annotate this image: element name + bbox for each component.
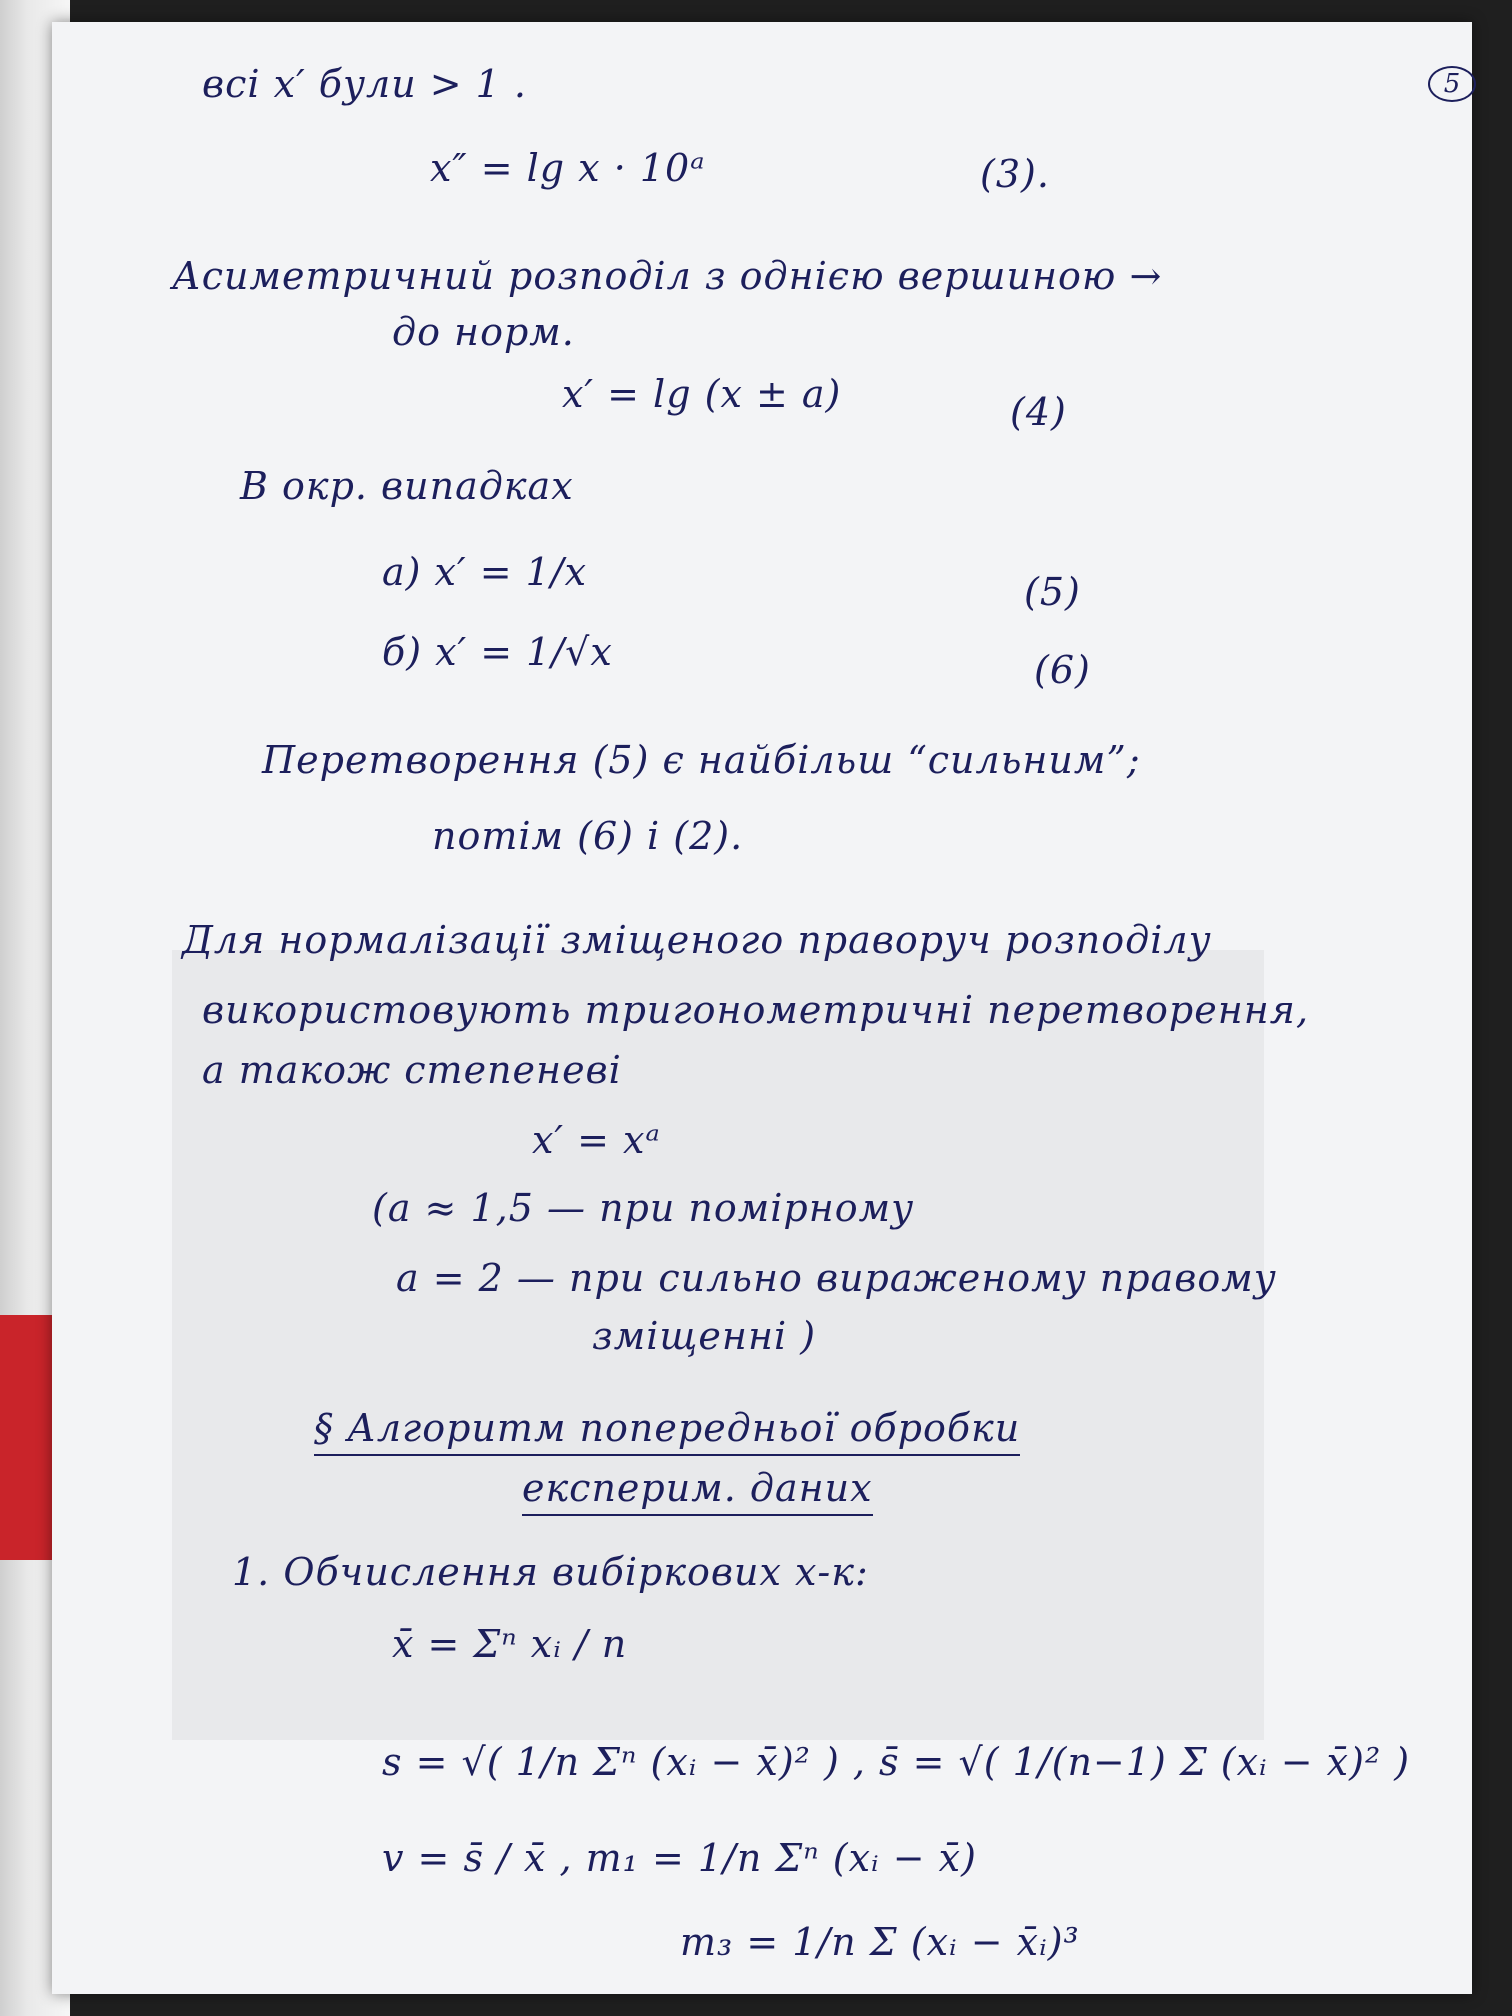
equation-number: (6) (1034, 648, 1091, 692)
section-heading: § Алгоритм попередньої обробки (314, 1408, 1020, 1448)
notebook-page (52, 22, 1472, 1994)
equation-number: (3). (980, 152, 1050, 196)
text-line: a = 2 — при сильно вираженому правому (396, 1256, 1277, 1300)
section-heading: експерим. даних (522, 1468, 873, 1508)
text-line: Для нормалізації зміщеного праворуч розподілу (182, 918, 1212, 962)
equation-number: (5) (1024, 570, 1081, 614)
equation-number: (4) (1010, 390, 1067, 434)
equation-6: б) x′ = 1/√x (382, 630, 613, 674)
text-line: до норм. (392, 310, 575, 354)
text-line: Перетворення (5) є найбільш “сильним”; (262, 738, 1141, 782)
text-line: всі x′ були > 1 . (202, 62, 528, 106)
formula-mean: x̄ = Σⁿ xᵢ / n (392, 1622, 628, 1666)
equation-3: x″ = lg x · 10ᵃ (430, 146, 706, 190)
text-line: використовують тригонометричні перетворення, (202, 988, 1310, 1032)
equation-5: а) x′ = 1/x (382, 550, 588, 594)
formula-std: s = √( 1/n Σⁿ (xᵢ − x̄)² ) , s̄ = √( 1/(n−1) Σ (xᵢ − x̄)² ) (382, 1740, 1411, 1784)
page-number: 5 (1428, 66, 1476, 102)
text-line: (a ≈ 1,5 — при помірному (372, 1186, 915, 1230)
text-line: 1. Обчислення вибіркових х-к: (232, 1550, 869, 1594)
text-line: а також степеневі (202, 1048, 622, 1092)
text-line: В окр. випадках (240, 464, 574, 508)
text-line: зміщенні ) (592, 1314, 817, 1358)
formula-variation: v = s̄ / x̄ , m₁ = 1/n Σⁿ (xᵢ − x̄) (382, 1836, 977, 1880)
equation-power: x′ = xᵃ (532, 1118, 661, 1162)
formula-m3: m₃ = 1/n Σ (xᵢ − x̄ᵢ)³ (680, 1920, 1080, 1964)
text-line: Асиметричний розподіл з однією вершиною → (172, 254, 1163, 298)
equation-4: x′ = lg (x ± a) (562, 372, 842, 416)
text-line: потім (6) і (2). (432, 814, 744, 858)
